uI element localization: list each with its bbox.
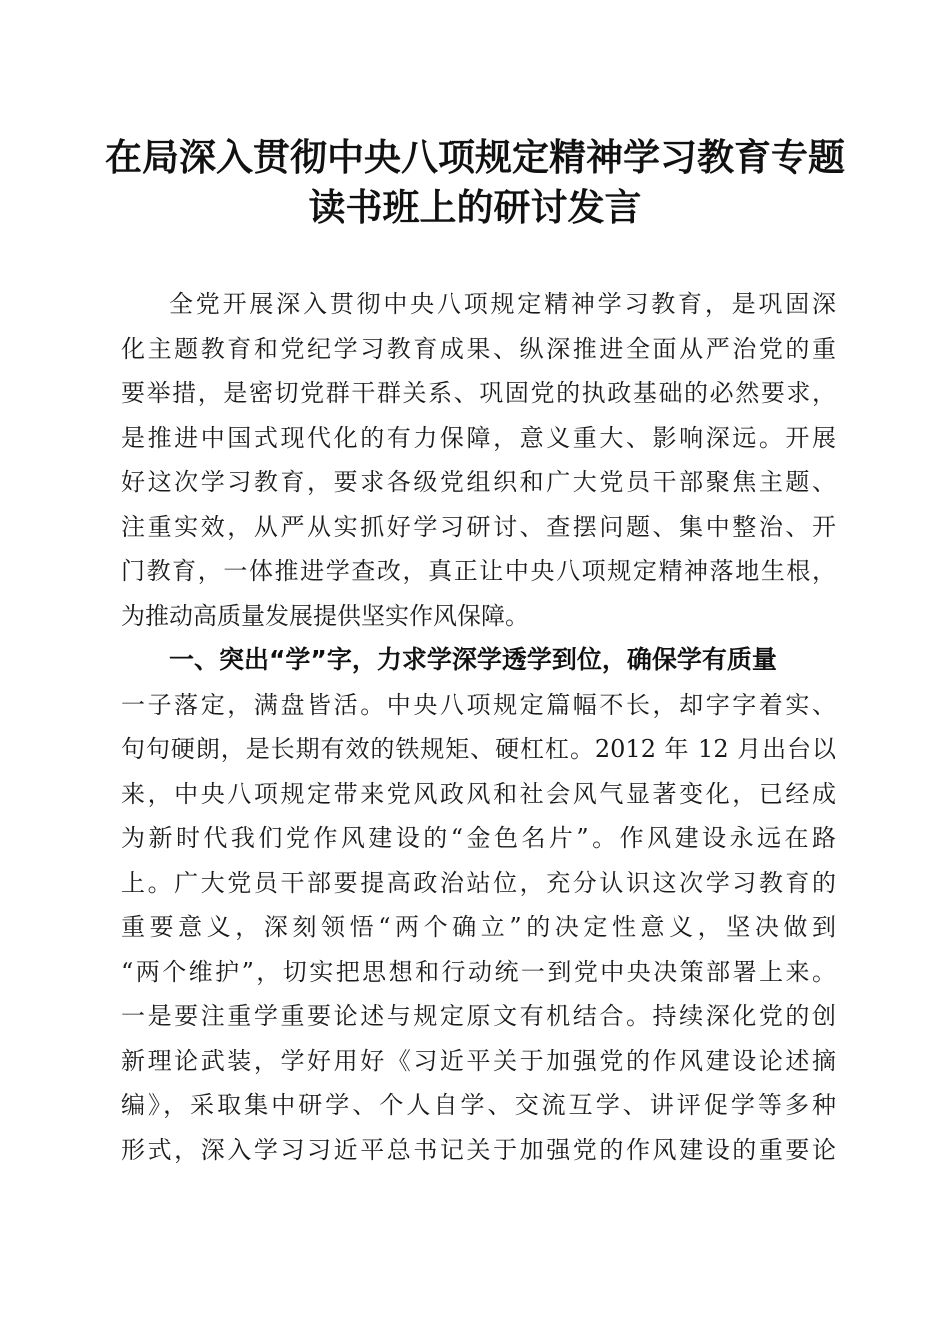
paragraph-line: 一子落定，满盘皆活。中央八项规定篇幅不长，却字字着实、: [121, 690, 836, 719]
title-line: 在局深入贯彻中央八项规定精神学习教育专题: [105, 135, 845, 179]
document-title: [100, 132, 850, 232]
section-heading: 一、突出“学”字，力求学深学透学到位，确保学有质量: [169, 645, 777, 674]
paragraph-line: 化主题教育和党纪学习教育成果、纵深推进全面从严治党的重: [121, 334, 836, 363]
document-body: [121, 282, 836, 1172]
paragraph-line: 形式，深入学习习近平总书记关于加强党的作风建设的重要论: [121, 1135, 836, 1164]
intro-paragraph: [121, 282, 836, 638]
paragraph-line: 重要意义，深刻领悟“两个确立”的决定性意义，坚决做到: [121, 913, 836, 941]
paragraph-line: 句句硬朗，是长期有效的铁规矩、硬杠杠。2012 年 12 月出台以: [121, 735, 836, 763]
section-paragraph: [121, 683, 836, 1173]
paragraph-line: 注重实效，从严从实抓好学习研讨、查摆问题、集中整治、开: [121, 512, 836, 541]
paragraph-line: 新理论武装，学好用好《习近平关于加强党的作风建设论述摘: [121, 1046, 836, 1075]
paragraph-line: 一是要注重学重要论述与规定原文有机结合。持续深化党的创: [121, 1002, 836, 1030]
paragraph-line: 好这次学习教育，要求各级党组织和广大党员干部聚焦主题、: [121, 468, 836, 496]
paragraph-line: 编》，采取集中研学、个人自学、交流互学、讲评促学等多种: [121, 1091, 836, 1119]
paragraph-line: 要举措，是密切党群干群关系、巩固党的执政基础的必然要求，: [121, 379, 836, 407]
paragraph-line: 来，中央八项规定带来党风政风和社会风气显著变化，已经成: [121, 779, 836, 808]
paragraph-line: “两个维护”，切实把思想和行动统一到党中央决策部署上来。: [121, 957, 836, 986]
paragraph-line: 是推进中国式现代化的有力保障，意义重大、影响深远。开展: [121, 423, 836, 452]
title-line: 读书班上的研讨发言: [308, 185, 642, 229]
paragraph-line: 全党开展深入贯彻中央八项规定精神学习教育，是巩固深: [169, 290, 836, 318]
paragraph-line: 门教育，一体推进学查改，真正让中央八项规定精神落地生根，: [121, 557, 836, 585]
paragraph-line: 为新时代我们党作风建设的“金色名片”。作风建设永远在路: [121, 824, 836, 852]
paragraph-line: 上。广大党员干部要提高政治站位，充分认识这次学习教育的: [121, 868, 836, 897]
paragraph-line: 为推动高质量发展提供坚实作风保障。: [121, 601, 529, 630]
